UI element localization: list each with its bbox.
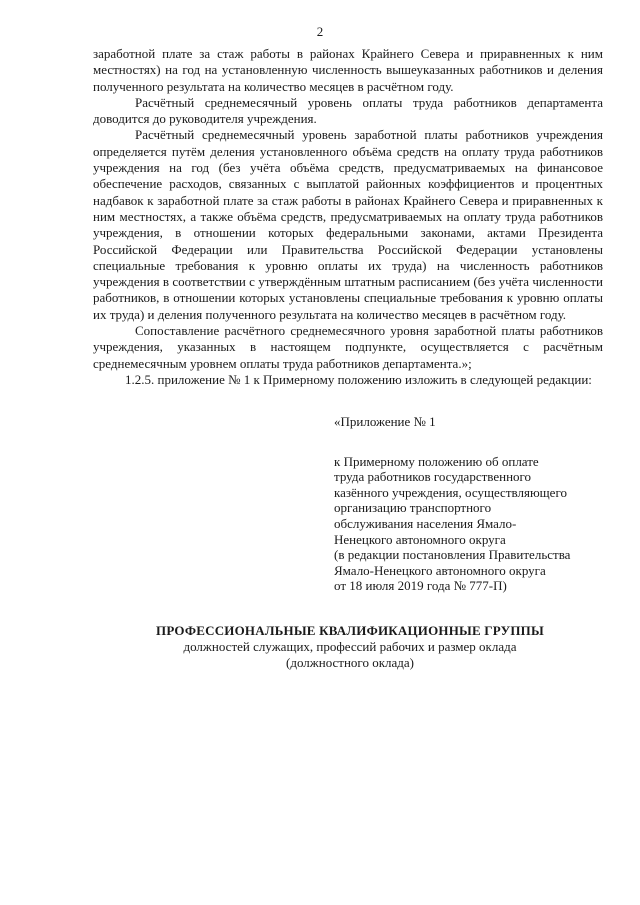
appendix-line: обслуживания населения Ямало- bbox=[334, 515, 517, 531]
appendix-line: (в редакции постановления Правительства bbox=[334, 547, 571, 563]
heading-title: ПРОФЕССИОНАЛЬНЫЕ КВАЛИФИКАЦИОННЫЕ ГРУППЫ bbox=[156, 623, 544, 638]
paragraph-clause-1-2-5: 1.2.5. приложение № 1 к Примерному положению изложить в следующей редакции: bbox=[125, 371, 592, 387]
section-heading bbox=[0, 623, 640, 671]
appendix-line: казённого учреждения, осуществляющего bbox=[334, 484, 567, 500]
appendix-line: Ямало-Ненецкого автономного округа bbox=[334, 562, 546, 578]
appendix-line: от 18 июля 2019 года № 777-П) bbox=[334, 578, 507, 594]
heading-subtitle: (должностного оклада) bbox=[286, 655, 414, 670]
body-text bbox=[93, 46, 603, 388]
page-number: 2 bbox=[316, 24, 324, 39]
appendix-line: труда работников государственного bbox=[334, 469, 532, 485]
appendix-line: к Примерному положению об оплате bbox=[334, 453, 539, 469]
appendix-block bbox=[334, 414, 604, 594]
paragraph-comparison: Сопоставление расчётного среднемесячного уровня заработной платы работников учреждения, указанных в настоящем подпункте, осуществляется с расчётным среднемесячным уровнем оплаты труда работников департамента.»; bbox=[93, 323, 603, 371]
paragraph-continuation: заработной плате за стаж работы в районах Крайнего Севера и приравненных к ним местностях) на год на установленную численность вышеуказанных работников и деления полученного результата на количество месяцев в расчётном году. bbox=[93, 46, 603, 94]
heading-subtitle: должностей служащих, профессий рабочих и размер оклада bbox=[183, 639, 517, 654]
paragraph-institution-level: Расчётный среднемесячный уровень заработной платы работников учреждения определяется путём деления установленного объёма средств на оплату труда работников учреждения на год (без учёта объёма средств, предусматриваемых на финансовое обеспечение расходов, связанных с выплатой районных коэффициентов и процентных надбавок к заработной плате за стаж работы в районах Крайнего Севера и приравненных к ним местностях, а также объёма средств, предусматриваемых на оплату труда работников учреждения, в отношении которых федеральными законами, актами Президента Российской Федерации или Правительства Российской Федерации установлены специальные требования к уровню оплаты их труда) на численность работников учреждения в соответствии с утверждённым штатным расписанием (без учёта численности работников, в отношении которых установлены специальные требования к уровню оплаты их труда) и деления полученного результата на количество месяцев в расчётном году. bbox=[93, 127, 603, 322]
appendix-line: Ненецкого автономного округа bbox=[334, 531, 506, 547]
appendix-title: «Приложение № 1 bbox=[334, 414, 436, 429]
paragraph-department-level: Расчётный среднемесячный уровень оплаты труда работников департамента доводится до руководителя учреждения. bbox=[93, 94, 603, 127]
appendix-line: организацию транспортного bbox=[334, 500, 492, 516]
